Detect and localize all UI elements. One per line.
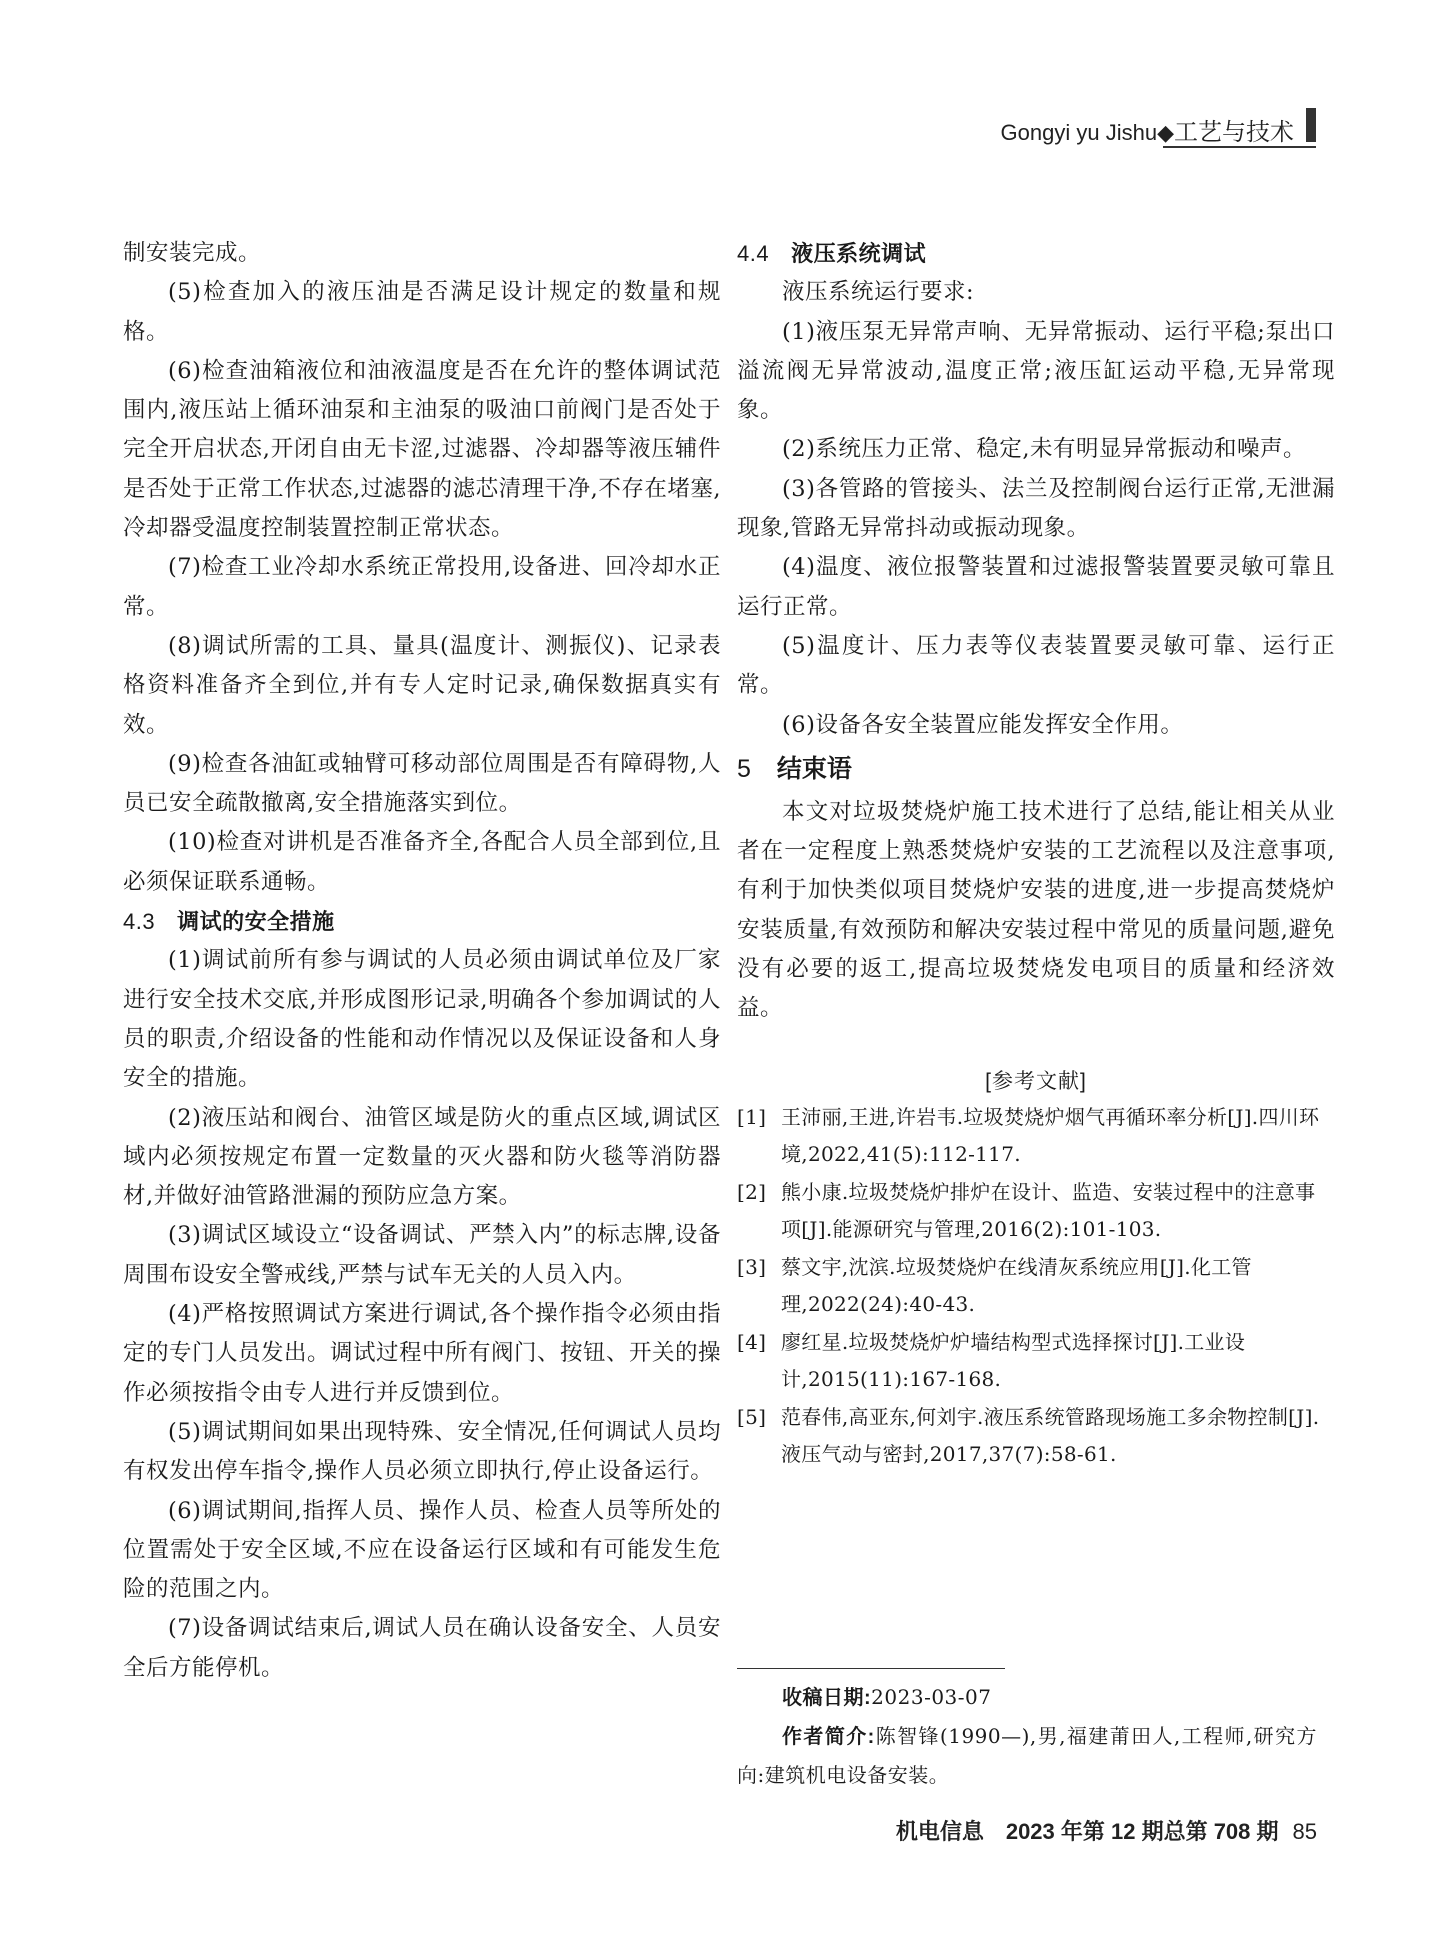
received-label: 收稿日期: [782, 1687, 872, 1709]
paragraph: (3)调试区域设立“设备调试、严禁入内”的标志牌,设备周围布设安全警戒线,严禁与试车无关的人员入内。 [123, 1222, 721, 1288]
reference-item [737, 1249, 1335, 1324]
reference-item [737, 1399, 1335, 1474]
paragraph: (4)严格按照调试方案进行调试,各个操作指令必须由指定的专门人员发出。调试过程中所有阀门、按钮、开关的操作必须按指令由专人进行并反馈到位。 [123, 1301, 722, 1406]
left-column [123, 234, 721, 1688]
paragraph: (1)调试前所有参与调试的人员必须由调试单位及厂家进行安全技术交底,并形成图形记录,明确各个参加调试的人员的职责,介绍设备的性能和动作情况以及保证设备和人身安全的措施。 [123, 947, 721, 1092]
paragraph: (5)检查加入的液压油是否满足设计规定的数量和规格。 [123, 279, 721, 345]
paragraph: 液压系统运行要求: [782, 279, 975, 306]
paragraph: (10)检查对讲机是否准备齐全,各配合人员全部到位,且必须保证联系通畅。 [123, 829, 721, 895]
page-number: 85 [1292, 1819, 1317, 1844]
diamond-icon: ◆ [1157, 120, 1174, 145]
paragraph: (6)设备各安全装置应能发挥安全作用。 [782, 711, 1184, 738]
reference-number: [3] [737, 1254, 767, 1279]
author-bio [737, 1717, 1317, 1794]
received-date [737, 1678, 1317, 1717]
paragraph: (3)各管路的管接头、法兰及控制阀台运行正常,无泄漏现象,管路无异常抖动或振动现象。 [737, 475, 1335, 542]
header-chinese: 工艺与技术 [1174, 119, 1294, 146]
paragraph: (9)检查各油缸或轴臂可移动部位周围是否有障碍物,人员已安全疏散撤离,安全措施落实到位。 [123, 750, 721, 817]
reference-item [737, 1324, 1335, 1399]
section-heading-4-4 [737, 234, 1335, 273]
section-number: 4.4 [737, 241, 770, 266]
reference-number: [1] [737, 1104, 767, 1129]
reference-number: [4] [737, 1329, 767, 1354]
running-header [980, 108, 1316, 146]
paragraph: 制安装完成。 [123, 240, 262, 266]
reference-text: 熊小康.垃圾焚烧炉排炉在设计、监造、安装过程中的注意事项[J].能源研究与管理,2016(2):101-103. [781, 1179, 1316, 1242]
journal-issue: 机电信息 2023 年第 12 期总第 708 期 [895, 1819, 1279, 1844]
section-heading-4-3 [123, 902, 721, 941]
paragraph: (6)检查油箱液位和油液温度是否在允许的整体调试范围内,液压站上循环油泵和主油泵的吸油口前阀门是否处于完全开启状态,开闭自由无卡涩,过滤器、冷却器等液压辅件是否处于正常工作状态,过滤器的滤芯清理干净,不存在堵塞,冷却器受温度控制装置控制正常状态。 [123, 357, 721, 542]
paragraph: (1)液压泵无异常声响、无异常振动、运行平稳;泵出口溢流阀无异常波动,温度正常;液压缸运动平稳,无异常现象。 [737, 318, 1335, 424]
reference-text: 王沛丽,王进,许岩韦.垃圾焚烧炉烟气再循环率分析[J].四川环境,2022,41(5):112-117. [781, 1104, 1320, 1167]
reference-number: [5] [737, 1404, 767, 1429]
reference-number: [2] [737, 1179, 767, 1204]
section-title: 结束语 [776, 754, 852, 783]
author-label: 作者简介: [782, 1726, 875, 1748]
paragraph: (6)调试期间,指挥人员、操作人员、检查人员等所处的位置需处于安全区域,不应在设备运行区域和有可能发生危险的范围之内。 [123, 1497, 721, 1603]
header-underline [1163, 146, 1316, 148]
paragraph: (8)调试所需的工具、量具(温度计、测振仪)、记录表格资料准备齐全到位,并有专人定时记录,确保数据真实有效。 [123, 632, 721, 738]
paragraph: (5)温度计、压力表等仪表装置要灵敏可靠、运行正常。 [737, 632, 1335, 699]
section-heading-5 [737, 749, 1335, 789]
paragraph: (2)液压站和阀台、油管区域是防火的重点区域,调试区域内必须按规定布置一定数量的灭火器和防火毯等消防器材,并做好油管路泄漏的预防应急方案。 [123, 1104, 721, 1210]
section-number: 5 [737, 754, 751, 783]
paragraph: 本文对垃圾焚烧炉施工技术进行了总结,能让相关从业者在一定程度上熟悉焚烧炉安装的工艺流程以及注意事项,有利于加快类似项目焚烧炉安装的进度,进一步提高焚烧炉安装质量,有效预防和解决安装过程中常见的质量问题,避免没有必要的返工,提高垃圾焚烧发电项目的质量和经济效益。 [737, 798, 1335, 1022]
reference-text: 廖红星.垃圾焚烧炉炉墙结构型式选择探讨[J].工业设计,2015(11):167-168. [781, 1329, 1246, 1392]
paragraph: (4)温度、液位报警装置和过滤报警装置要灵敏可靠且运行正常。 [737, 554, 1335, 620]
footnote-divider [737, 1668, 1005, 1669]
section-number: 4.3 [123, 909, 156, 935]
reference-item [737, 1174, 1335, 1249]
section-title: 调试的安全措施 [177, 909, 335, 935]
running-header-text [1001, 112, 1294, 147]
header-latin: Gongyi yu Jishu [1000, 120, 1158, 145]
paragraph: (5)调试期间如果出现特殊、安全情况,任何调试人员均有权发出停车指令,操作人员必须立即执行,停止设备运行。 [123, 1418, 721, 1485]
footnote [737, 1678, 1317, 1794]
right-column [737, 234, 1335, 1474]
references-list [737, 1099, 1335, 1474]
paragraph: (7)检查工业冷却水系统正常投用,设备进、回冷却水正常。 [123, 554, 721, 620]
reference-item [737, 1099, 1335, 1174]
references-title: [参考文献] [985, 1069, 1087, 1093]
page-footer [896, 1815, 1317, 1846]
received-value: 2023-03-07 [871, 1685, 992, 1709]
header-bar [1306, 108, 1316, 142]
paragraph: (7)设备调试结束后,调试人员在确认设备安全、人员安全后方能停机。 [123, 1615, 721, 1681]
author-value: 陈智锋(1990—),男,福建莆田人,工程师,研究方向:建筑机电设备安装。 [737, 1724, 1317, 1787]
paragraph: (2)系统压力正常、稳定,未有明显异常振动和噪声。 [782, 436, 1307, 463]
reference-text: 蔡文宇,沈滨.垃圾焚烧炉在线清灰系统应用[J].化工管理,2022(24):40-43. [781, 1254, 1252, 1317]
section-title: 液压系统调试 [791, 241, 927, 266]
reference-text: 范春伟,高亚东,何刘宇.液压系统管路现场施工多余物控制[J].液压气动与密封,2017,37(7):58-61. [781, 1404, 1320, 1467]
